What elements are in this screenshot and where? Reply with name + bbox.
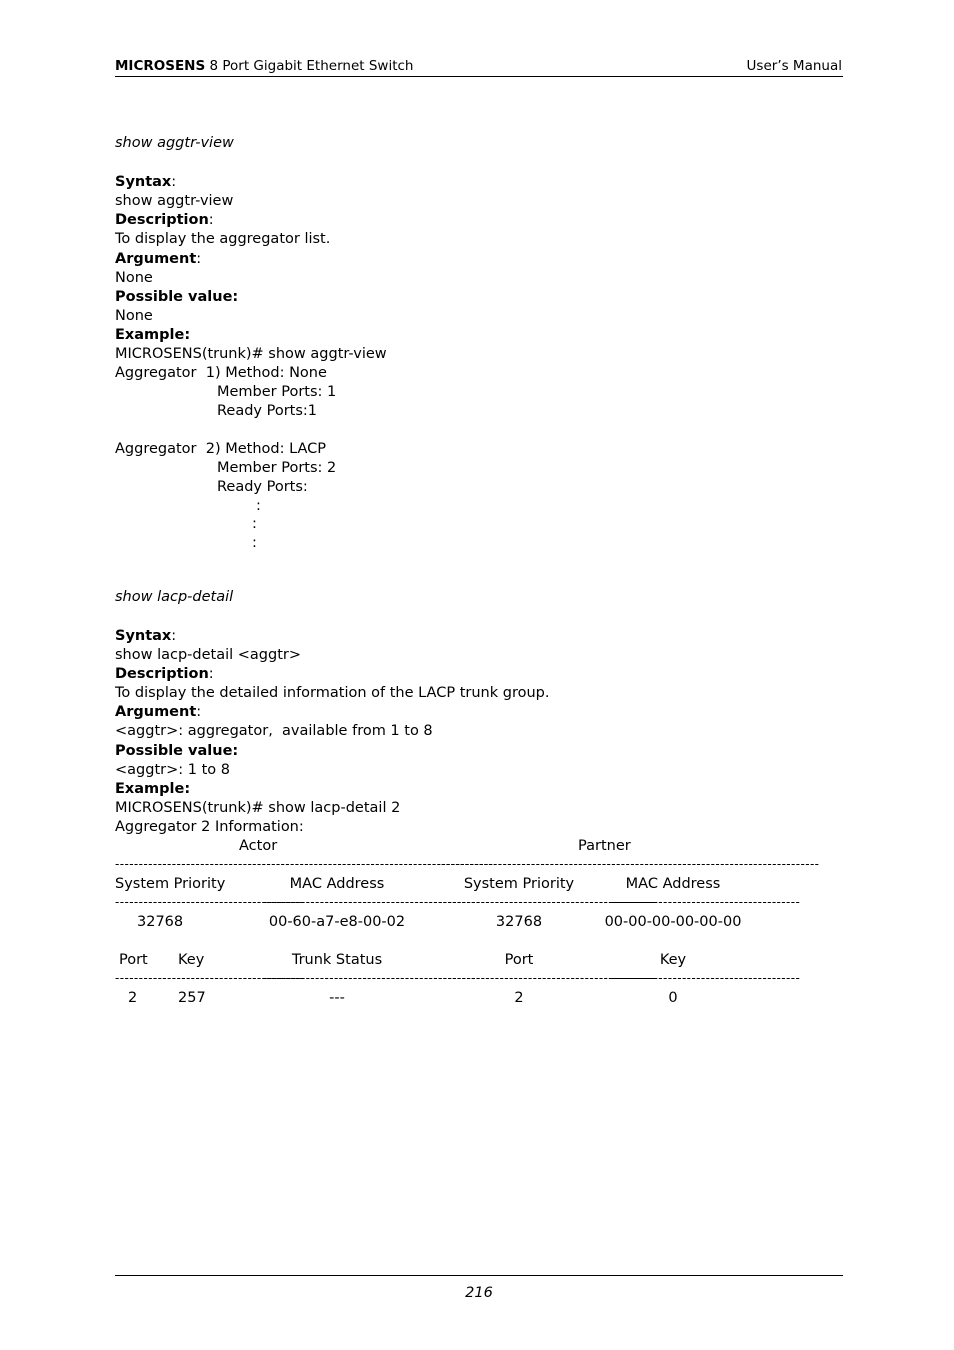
dashed-separator: ---------------------------------------- — [115, 895, 305, 909]
table-cell: 2 — [128, 990, 138, 1006]
partner-heading: Partner — [578, 838, 631, 854]
example-line: Member Ports: 1 — [217, 384, 337, 400]
table-cell: 2 — [514, 990, 524, 1006]
description-heading: Description: — [115, 212, 214, 228]
ellipsis-dot: : — [252, 516, 257, 532]
ellipsis-dot: : — [256, 498, 261, 514]
page-number: 216 — [465, 1285, 493, 1301]
argument-text: None — [115, 270, 153, 286]
aggregator-info-line: Aggregator 2 Information: — [115, 819, 304, 835]
footer-rule — [115, 1275, 843, 1276]
dashed-separator: ---------------------------------------------- — [263, 971, 481, 985]
table-header-cell: System Priority — [463, 876, 575, 892]
syntax-heading: Syntax: — [115, 628, 177, 644]
product-name: 8 Port Gigabit Ethernet Switch — [205, 58, 414, 74]
ellipsis-dot: : — [252, 535, 257, 551]
table-header-cell: Port — [504, 952, 534, 968]
table-cell: 32768 — [495, 914, 543, 930]
dashed-separator: ---------------------------------------- — [611, 895, 801, 909]
possible-value-heading: Possible value: — [115, 743, 239, 759]
syntax-text: show aggtr-view — [115, 193, 234, 209]
running-header-left — [115, 57, 413, 76]
table-header-cell: System Priority — [115, 876, 226, 892]
table-header-cell: Trunk Status — [291, 952, 383, 968]
actor-heading: Actor — [239, 838, 278, 854]
table-cell: 32768 — [137, 914, 184, 930]
description-heading: Description: — [115, 666, 214, 682]
running-header-right: User’s Manual — [746, 58, 842, 74]
table-cell: 257 — [178, 990, 206, 1006]
example-line: MICROSENS(trunk)# show aggtr-view — [115, 346, 387, 362]
example-heading: Example: — [115, 781, 191, 797]
table-header-cell: MAC Address — [289, 876, 385, 892]
possible-value-text: None — [115, 308, 153, 324]
table-header-cell: Key — [659, 952, 687, 968]
example-line: Member Ports: 2 — [217, 460, 337, 476]
table-cell: --- — [329, 990, 345, 1006]
dashed-separator: ---------------------------------------------- — [263, 895, 481, 909]
section-title-lacp-detail: show lacp-detail — [115, 589, 234, 605]
example-command: MICROSENS(trunk)# show lacp-detail 2 — [115, 800, 401, 816]
dashed-separator: ---------------------------------------- — [115, 971, 305, 985]
table-header-cell: Key — [178, 952, 205, 968]
table-cell: 0 — [668, 990, 678, 1006]
table-cell: 00-60-a7-e8-00-02 — [268, 914, 406, 930]
syntax-heading: Syntax: — [115, 174, 177, 190]
example-line: Ready Ports:1 — [217, 403, 318, 419]
example-line: Ready Ports: — [217, 479, 308, 495]
dashed-separator: ---------------------------------------------- — [438, 971, 656, 985]
description-text: To display the aggregator list. — [115, 231, 331, 247]
dashed-separator: ---------------------------------------- — [611, 971, 801, 985]
example-line: Aggregator 2) Method: LACP — [115, 441, 327, 457]
possible-value-heading: Possible value: — [115, 289, 239, 305]
syntax-text: show lacp-detail <aggtr> — [115, 647, 302, 663]
example-heading: Example: — [115, 327, 191, 343]
dashed-separator: ---------------------------------------------- — [438, 895, 656, 909]
possible-value-text: <aggtr>: 1 to 8 — [115, 762, 230, 778]
header-rule — [115, 76, 843, 77]
table-cell: 00-00-00-00-00-00 — [604, 914, 742, 930]
dashed-separator: -------------------------------------------------------------------------------- — [441, 857, 820, 871]
brand-name: MICROSENS — [115, 58, 206, 74]
description-text: To display the detailed information of the LACP trunk group. — [115, 685, 550, 701]
table-header-cell: MAC Address — [625, 876, 721, 892]
argument-text: <aggtr>: aggregator, available from 1 to 8 — [115, 723, 433, 739]
argument-heading: Argument: — [115, 704, 202, 720]
argument-heading: Argument: — [115, 251, 202, 267]
section-title-aggtr-view: show aggtr-view — [115, 135, 234, 151]
example-line: Aggregator 1) Method: None — [115, 365, 327, 381]
dashed-separator: -------------------------------------------------------------------------------- — [115, 857, 494, 871]
table-header-cell: Port — [119, 952, 148, 968]
